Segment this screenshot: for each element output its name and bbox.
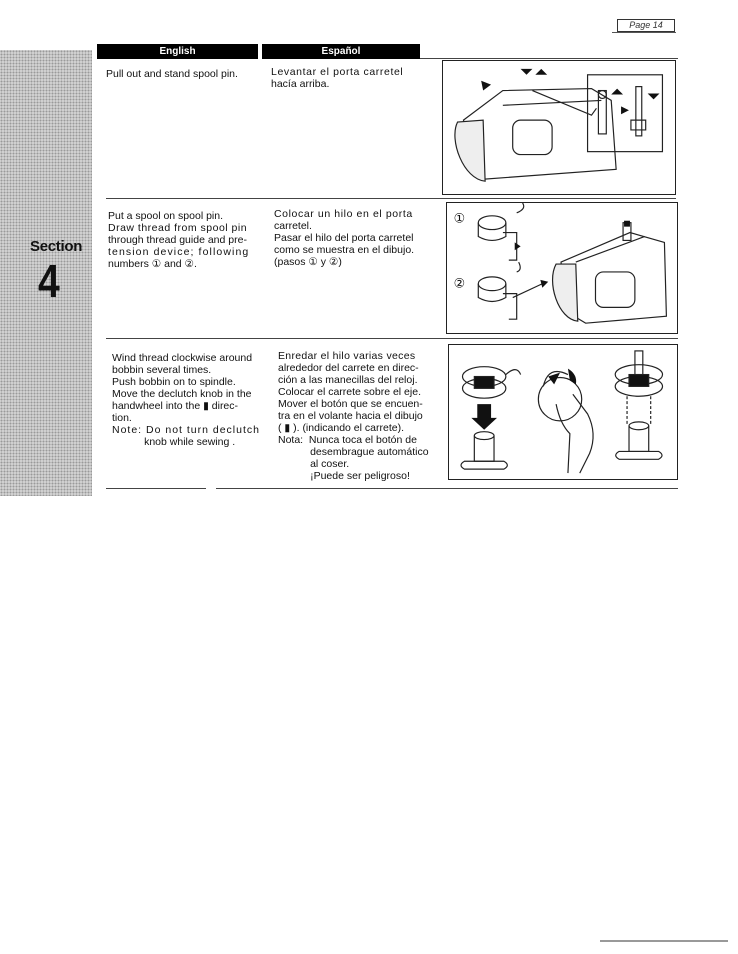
step1-spanish — [271, 66, 403, 90]
text-line: ción a las manecillas del reloj. — [278, 374, 418, 386]
text-line: through thread guide and pre- — [108, 234, 247, 246]
step2-english — [108, 210, 249, 270]
step3-english — [112, 352, 260, 448]
text-line: alrededor del carrete en direc- — [278, 362, 419, 374]
text-line: Enredar el hilo varias veces — [278, 350, 416, 362]
step3-spanish — [278, 350, 429, 482]
text-line: tra en el volante hacia el dibujo — [278, 410, 423, 422]
text-line: tension device; following — [108, 246, 250, 258]
text-line: ( ▮ ). (indicando el carrete). — [278, 422, 404, 434]
step-label-1: ① — [453, 211, 466, 227]
text-line: knob while sewing . — [112, 436, 236, 448]
text-line: Colocar un hilo en el porta — [274, 208, 413, 220]
divider-line — [106, 338, 678, 339]
header-english: English — [159, 46, 196, 57]
section-number: 4 — [38, 255, 60, 307]
text-line: desembrague automático — [278, 446, 429, 458]
text-line: tion. — [112, 412, 132, 424]
text-line: Push bobbin on to spindle. — [112, 376, 236, 388]
divider-line — [106, 198, 676, 199]
section-label: Section — [30, 238, 83, 255]
text-line: Pasar el hilo del porta carretel — [274, 232, 414, 244]
step1-english — [106, 68, 238, 80]
step-label-2: ② — [453, 276, 466, 292]
text-line: numbers ① and ②. — [108, 258, 197, 270]
bottom-rule — [600, 940, 728, 942]
text-line: bobbin several times. — [112, 364, 212, 376]
figure-spool-pin — [442, 60, 676, 195]
step2-spanish — [274, 208, 414, 268]
text-line: handwheel into the ▮ direc- — [112, 400, 239, 412]
text-line: ¡Puede ser peligroso! — [278, 470, 410, 482]
text-line: Wind thread clockwise around — [112, 352, 253, 364]
figure-threading — [446, 202, 678, 334]
text-line: Move the declutch knob in the — [112, 388, 252, 400]
text-line: Nota: Nunca toca el botón de — [278, 434, 417, 446]
text-line: como se muestra en el dibujo. — [274, 244, 415, 256]
thread-guide-illustration — [447, 203, 677, 333]
divider-line — [216, 488, 678, 489]
text-line: Colocar el carrete sobre el eje. — [278, 386, 421, 398]
sewing-machine-spool-pin-illustration — [443, 61, 675, 194]
text-line: Put a spool on spool pin. — [108, 210, 223, 222]
text-line: Note: Do not turn declutch — [112, 424, 260, 436]
text-line: Draw thread from spool pin — [108, 222, 248, 234]
text-line: (pasos ① y ②) — [274, 256, 342, 268]
text-line: carretel. — [274, 220, 312, 232]
text-line: hacía arriba. — [271, 78, 330, 90]
page-number: Page 14 — [617, 19, 675, 32]
page-rule — [612, 32, 676, 33]
text-line: Pull out and stand spool pin. — [106, 68, 238, 80]
header-rule — [420, 58, 678, 59]
text-line: al coser. — [278, 458, 350, 470]
bobbin-winding-illustration — [449, 345, 677, 479]
header-spanish: Español — [321, 46, 361, 57]
text-line: Mover el botón que se encuen- — [278, 398, 423, 410]
figure-bobbin-winding — [448, 344, 678, 480]
text-line: Levantar el porta carretel — [271, 66, 404, 78]
divider-line — [106, 488, 206, 489]
